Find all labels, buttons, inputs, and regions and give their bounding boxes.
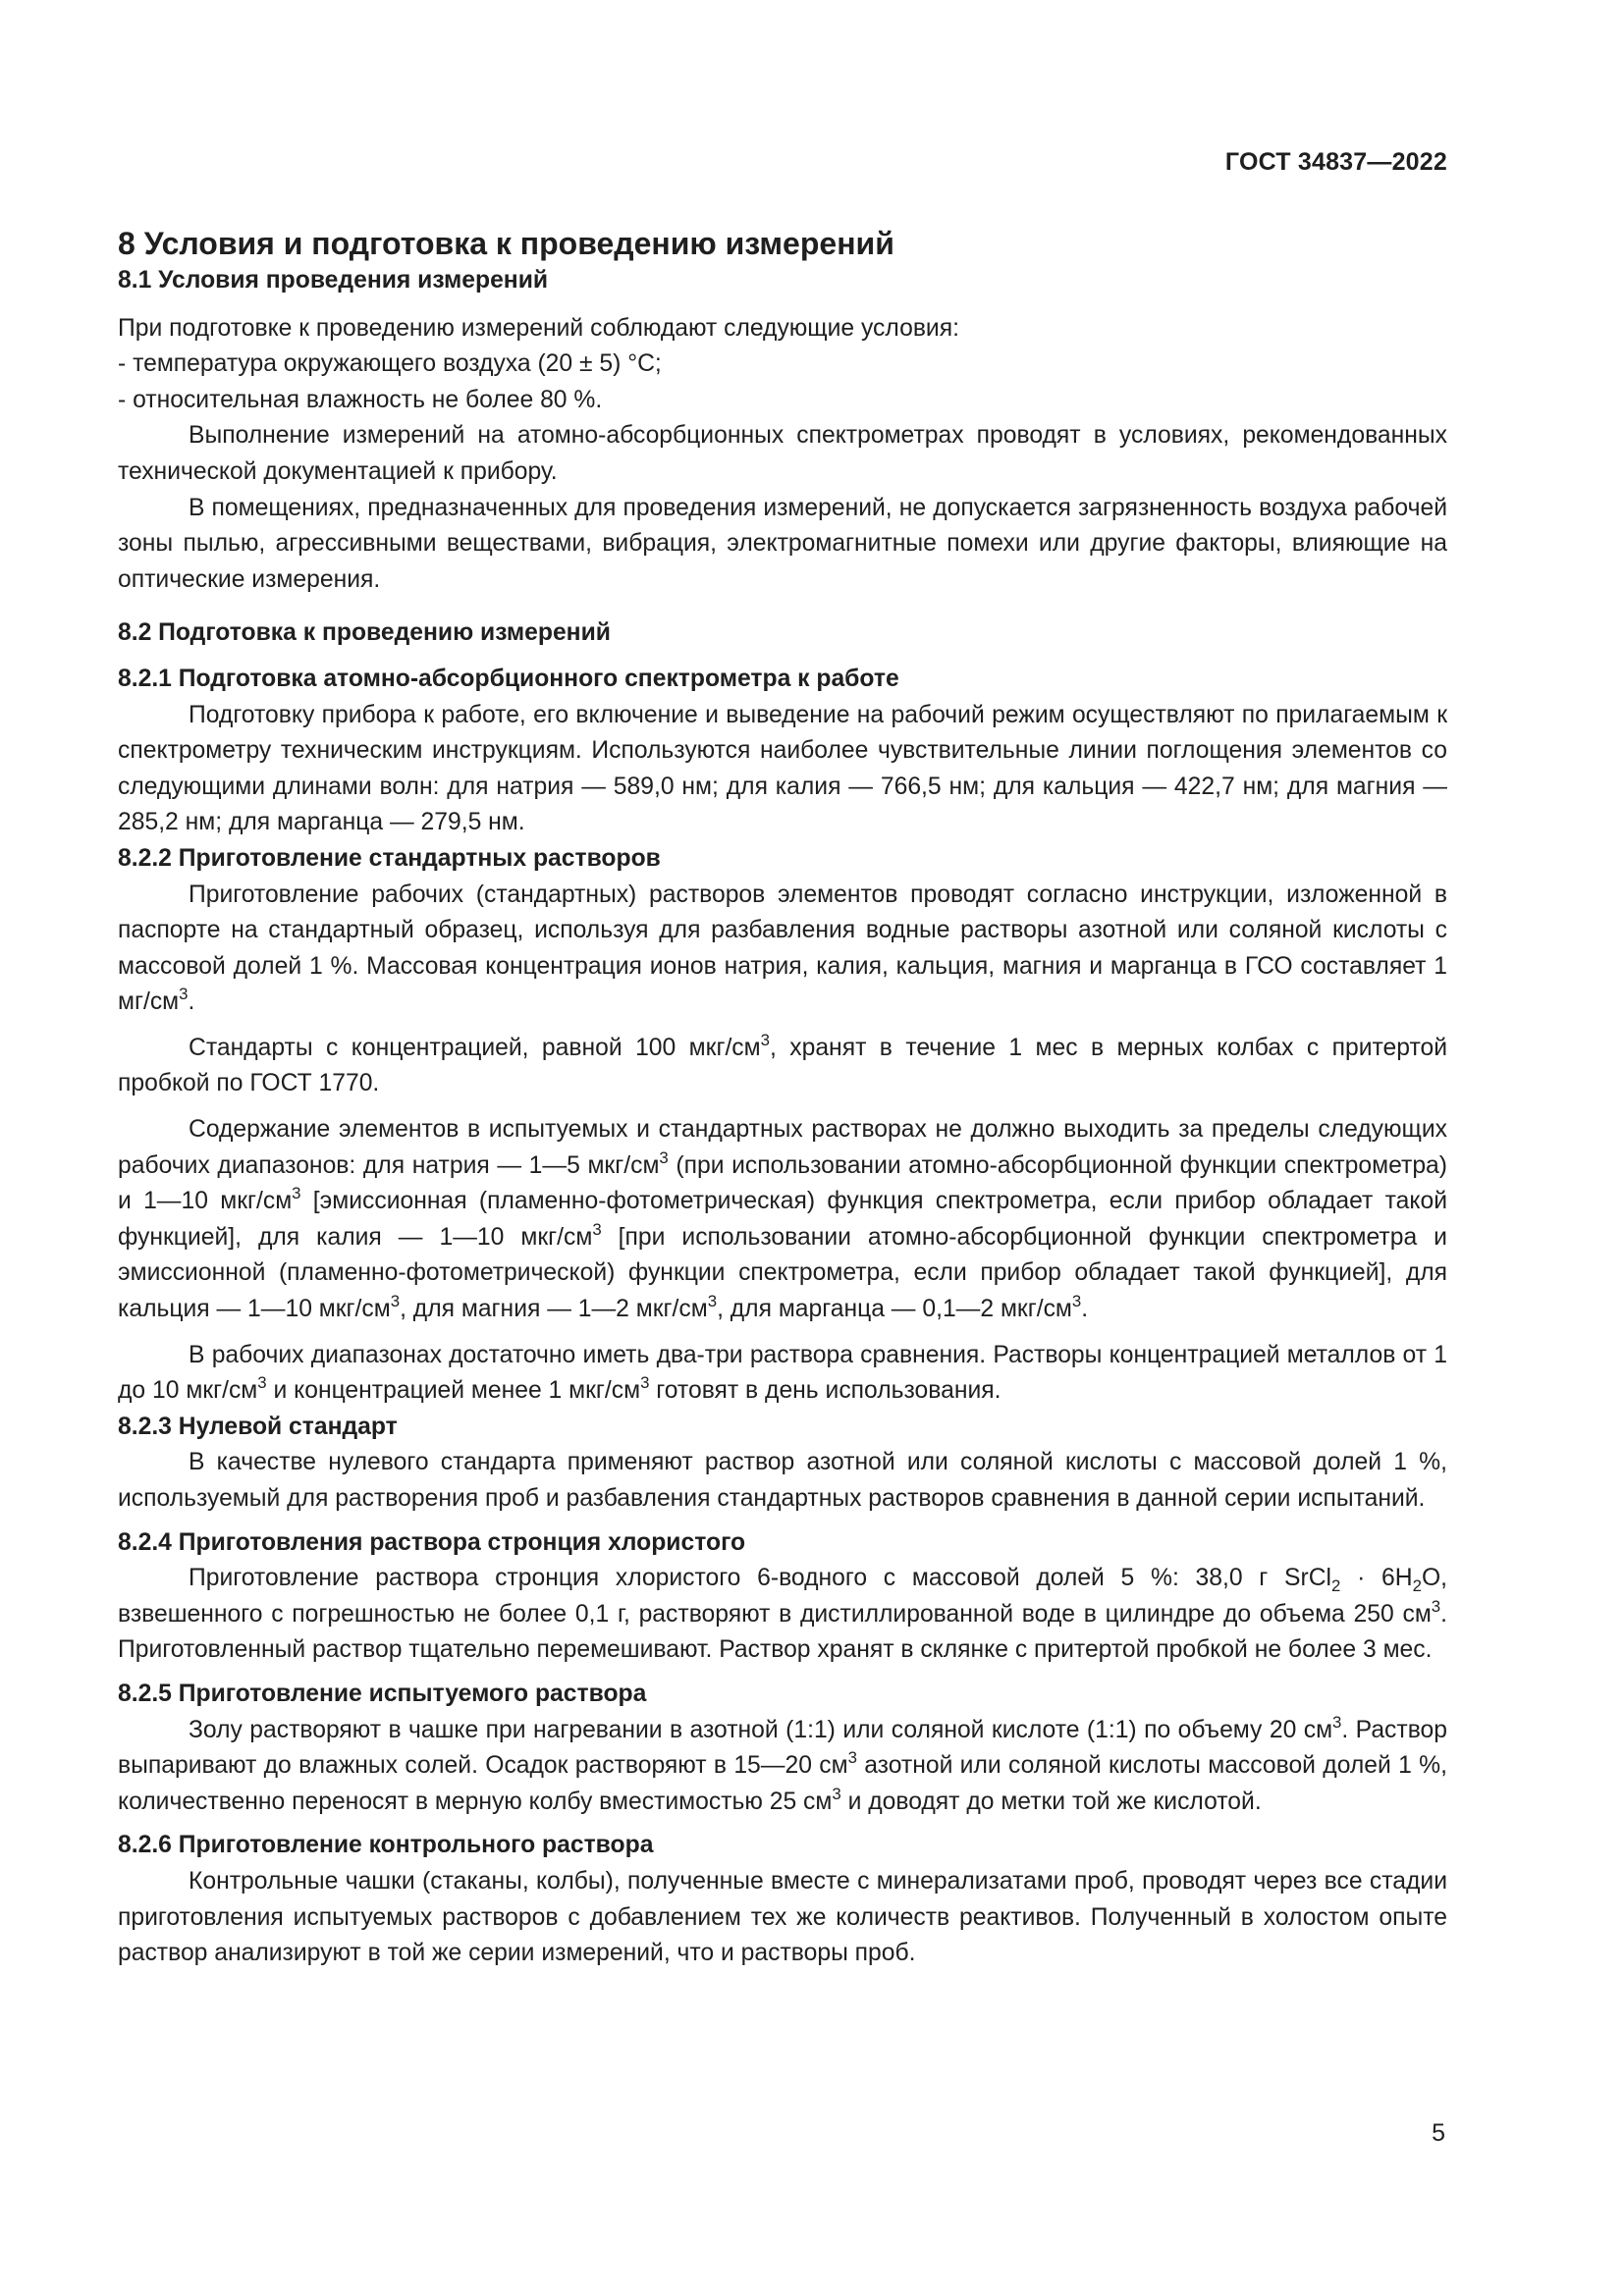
page-number: 5 bbox=[1432, 2119, 1445, 2147]
clause-title-8-2-3: 8.2.3 Нулевой стандарт bbox=[118, 1413, 398, 1440]
list-item-humidity: - относительная влажность не более 80 %. bbox=[118, 386, 603, 413]
paragraph-conditions: Выполнение измерений на атомно-абсорбционных спектрометрах проводят в условиях, рекомендованных технической документацией к прибору. bbox=[118, 422, 1447, 485]
document-code: ГОСТ 34837—2022 bbox=[1224, 148, 1447, 176]
subsection-title-8-2: 8.2 Подготовка к проведению измерений bbox=[118, 619, 611, 647]
paragraph-control-solution: Контрольные чашки (стаканы, колбы), полученные вместе с минерализатами проб, проводят через все стадии приготовления испытуемых растворов с добавлением тех же количеств реактивов. Полученный в холостом опыте раствор анализируют в той же серии измерений, что и растворы проб. bbox=[118, 1867, 1447, 1967]
subsection-title-8-1: 8.1 Условия проведения измерений bbox=[118, 267, 549, 294]
paragraph-intro: При подготовке к проведению измерений соблюдают следующие условия: bbox=[118, 314, 959, 342]
paragraph-premises: В помещениях, предназначенных для проведения измерений, не допускается загрязненность воздуха рабочей зоны пылью, агрессивными веществами, вибрация, электромагнитные помехи или другие факторы, влияющие на оптические измерения. bbox=[118, 494, 1447, 593]
paragraph-standard-solutions: Приготовление рабочих (стандартных) растворов элементов проводят согласно инструкции, изложенной в паспорте на стандартный образец, используя для разбавления водные растворы азотной или соляной кислоты с массовой долей 1 %. Массовая концентрация ионов натрия, калия, кальция, магния и марганца в ГСО составляет 1 $мг/см^3$. bbox=[118, 881, 1447, 1016]
paragraph-working-ranges: Содержание элементов в испытуемых и стандартных растворах не должно выходить за пределы следующих рабочих диапазонов: для натрия — 1—5 мкг/$см^3$ (при использовании атомно-абсорбционной функции спектрометра) и 1—10 мкг/$см^3$ [эмиссионная (пламенно-фотометрическая) функция спектрометра, если прибор обладает такой функцией], для калия — 1—10 мкг/$см^3$ [при использовании атомно-абсорбционной функции спектрометра и эмиссионной (пламенно-фотометрической) функции спектрометра, если прибор обладает такой функцией], для кальция — 1—10 мкг/$см^3$, для магния — 1—2 мкг/$см^3$, для марганца — 0,1—2 мкг/$см^3$. bbox=[118, 1116, 1448, 1323]
paragraph-zero-standard: В качестве нулевого стандарта применяют раствор азотной или соляной кислоты с массовой долей 1 %, используемый для растворения проб и разбавления стандартных растворов сравнения в данной серии испытаний. bbox=[118, 1449, 1447, 1512]
paragraph-standards-storage: Стандарты с концентрацией, равной 100 мкг/$см^3$, хранят в течение 1 мес в мерных колбах с притертой пробкой по ГОСТ 1770. bbox=[118, 1030, 1447, 1097]
paragraph-comparison-solutions: В рабочих диапазонах достаточно иметь два-три раствора сравнения. Растворы концентрацией металлов от 1 до 10 мкг/$см^3$ и концентрацией менее 1 мкг/$см^3$ готовят в день использования. bbox=[118, 1341, 1447, 1405]
document-body bbox=[118, 224, 1447, 1972]
paragraph-test-solution: Золу растворяют в чашке при нагревании в азотной (1:1) или соляной кислоте (1:1) по объему 20 $см^3$. Раствор выпаривают до влажных солей. Осадок растворяют в 15—20 $см^3$ азотной или соляной кислоты массовой долей 1 %, количественно переносят в мерную колбу вместимостью 25 $см^3$ и доводят до метки той же кислотой. bbox=[118, 1712, 1448, 1815]
clause-title-8-2-2: 8.2.2 Приготовление стандартных растворов bbox=[118, 844, 661, 872]
list-item-temperature: - температура окружающего воздуха (20 ± 5) °С; bbox=[118, 350, 662, 378]
clause-title-8-2-1: 8.2.1 Подготовка атомно-абсорбционного спектрометра к работе bbox=[118, 665, 899, 692]
paragraph-spectrometer-prep: Подготовку прибора к работе, его включение и выведение на рабочий режим осуществляют по прилагаемым к спектрометру техническим инструкциям. Используются наиболее чувствительные линии поглощения элементов со следующими длинами волн: для натрия — 589,0 нм; для калия — 766,5 нм; для кальция — 422,7 нм; для магния — 285,2 нм; для марганца — 279,5 нм. bbox=[118, 701, 1447, 836]
paragraph-strontium-solution: Приготовление раствора стронция хлористого 6-водного с массовой долей 5 %: 38,0 г SrCl$_2$ · $6H_2O$, взвешенного с погрешностью не более 0,1 г, растворяют в дистиллированной воде в цилиндре до объема 250 $см^3$. Приготовленный раствор тщательно перемешивают. Раствор хранят в склянке с притертой пробкой не более 3 мес. bbox=[118, 1565, 1447, 1664]
section-title: 8 Условия и подготовка к проведению измерений bbox=[118, 226, 894, 261]
clause-title-8-2-5: 8.2.5 Приготовление испытуемого раствора bbox=[118, 1680, 647, 1707]
clause-title-8-2-6: 8.2.6 Приготовление контрольного раствора bbox=[118, 1832, 654, 1859]
clause-title-8-2-4: 8.2.4 Приготовления раствора стронция хлористого bbox=[118, 1528, 746, 1556]
